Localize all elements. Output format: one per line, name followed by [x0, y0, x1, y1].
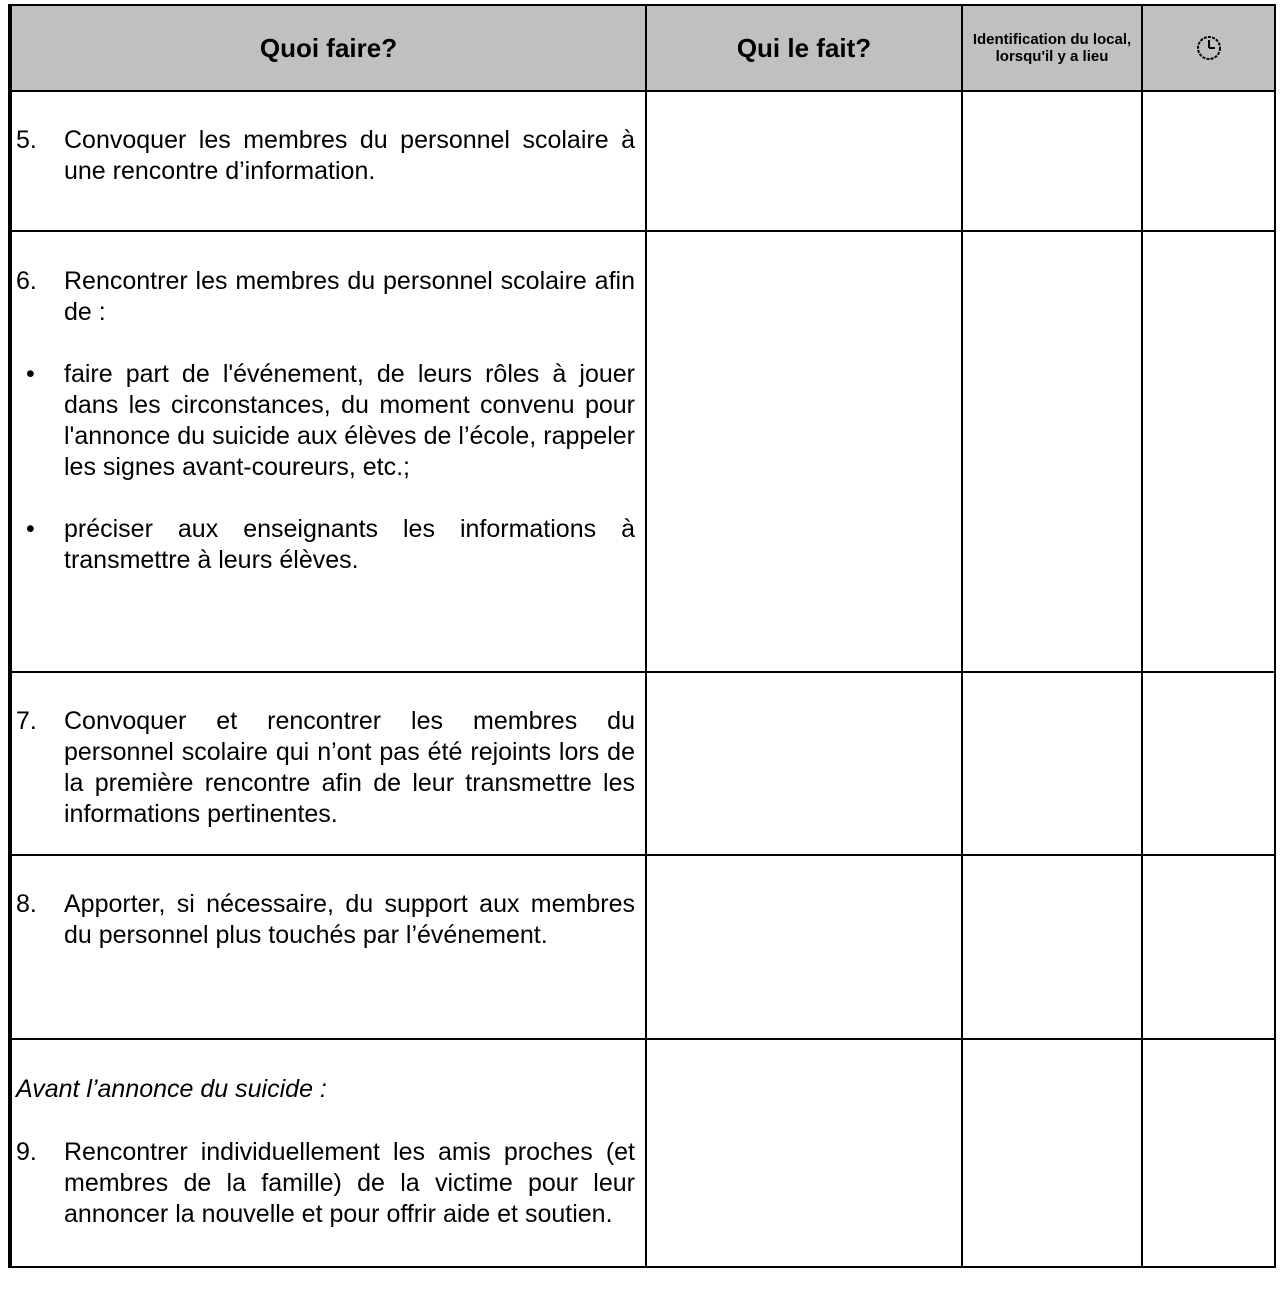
task-text: Apporter, si nécessaire, du support aux membres du personnel plus touchés par l’événement.	[64, 890, 635, 949]
task-number: 9.	[16, 1138, 37, 1166]
who-cell[interactable]	[646, 1039, 962, 1267]
task-text: Rencontrer individuellement les amis proches (et membres de la famille) de la victime pour leur annoncer la nouvelle et pour offrir aide et soutien.	[64, 1138, 635, 1228]
time-cell[interactable]	[1142, 231, 1275, 672]
header-row	[10, 5, 1275, 91]
bullet-item	[12, 359, 645, 483]
place-cell[interactable]	[962, 672, 1142, 855]
who-cell[interactable]	[646, 855, 962, 1039]
place-cell[interactable]	[962, 1039, 1142, 1267]
place-cell[interactable]	[962, 855, 1142, 1039]
header-time	[1142, 5, 1275, 91]
task-item	[12, 706, 645, 830]
task-number: 5.	[16, 126, 37, 154]
time-cell[interactable]	[1142, 91, 1275, 231]
task-number: 8.	[16, 890, 37, 918]
bullet-text: préciser aux enseignants les informations à transmettre à leurs élèves.	[64, 515, 635, 574]
task-cell	[10, 1039, 646, 1267]
task-text: Convoquer les membres du personnel scolaire à une rencontre d’information.	[64, 126, 635, 185]
table-row	[10, 1039, 1275, 1267]
header-who: Qui le fait?	[646, 5, 962, 91]
section-intro: Avant l’annonce du suicide :	[16, 1075, 327, 1103]
task-number: 6.	[16, 267, 37, 295]
time-cell[interactable]	[1142, 1039, 1275, 1267]
place-cell[interactable]	[962, 91, 1142, 231]
time-cell[interactable]	[1142, 672, 1275, 855]
who-cell[interactable]	[646, 91, 962, 231]
table-row	[10, 91, 1275, 231]
bullet-symbol: •	[26, 360, 35, 388]
action-plan-table	[8, 4, 1276, 1268]
task-text: Convoquer et rencontrer les membres du personnel scolaire qui n’ont pas été rejoints lors de la première rencontre afin de leur transmettre les informations pertinentes.	[64, 707, 635, 828]
bullet-text: faire part de l'événement, de leurs rôles à jouer dans les circonstances, du moment convenu pour l'annonce du suicide aux élèves de l’école, rappeler les signes avant-coureurs, etc.;	[64, 360, 635, 481]
table-row	[10, 231, 1275, 672]
who-cell[interactable]	[646, 231, 962, 672]
task-number: 7.	[16, 707, 37, 735]
task-cell	[10, 231, 646, 672]
task-item	[12, 266, 645, 328]
bullet-symbol: •	[26, 515, 35, 543]
clock-icon	[1195, 34, 1223, 62]
task-item	[12, 889, 645, 951]
table-row	[10, 855, 1275, 1039]
table-row	[10, 672, 1275, 855]
who-cell[interactable]	[646, 672, 962, 855]
bullet-item	[12, 514, 645, 576]
header-place: Identification du local, lorsqu'il y a lieu	[962, 5, 1142, 91]
task-cell	[10, 855, 646, 1039]
task-cell	[10, 672, 646, 855]
task-item	[12, 1137, 645, 1230]
task-text: Rencontrer les membres du personnel scolaire afin de :	[64, 267, 635, 326]
task-cell	[10, 91, 646, 231]
place-cell[interactable]	[962, 231, 1142, 672]
header-task: Quoi faire?	[10, 5, 646, 91]
task-item	[12, 125, 645, 187]
time-cell[interactable]	[1142, 855, 1275, 1039]
